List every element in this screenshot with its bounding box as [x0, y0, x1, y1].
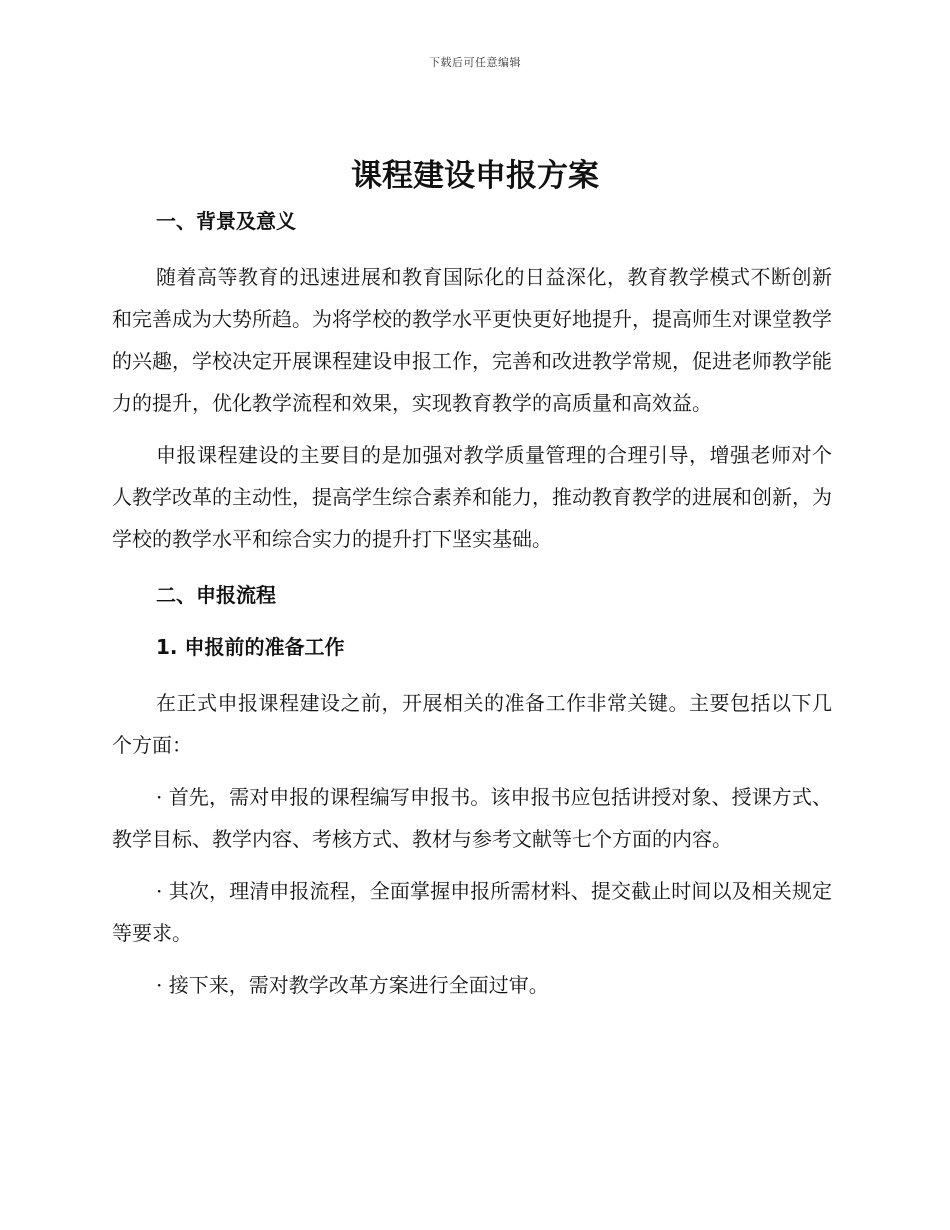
subsection-heading-preparation: 1. 申报前的准备工作: [156, 635, 345, 659]
paragraph-preparation-intro: 在正式申报课程建设之前，开展相关的准备工作非常关键。主要包括以下几个方面：: [112, 691, 832, 757]
list-item-second: · 其次，理清申报流程，全面掌握申报所需材料、提交截止时间以及相关规定等要求。: [112, 879, 832, 945]
header-note: 下载后可任意编辑: [429, 56, 521, 69]
paragraph-background-1: 随着高等教育的迅速进展和教育国际化的日益深化，教育教学模式不断创新和完善成为大势所趋。为将学校的教学水平更快更好地提升，提高师生对课堂教学的兴趣，学校决定开展课程建设申报工作，完善和改进教学常规，促进老师教学能力的提升，优化教学流程和效果，实现教育教学的高质量和高效益。: [112, 265, 832, 415]
section-heading-process: 二、申报流程: [156, 583, 276, 607]
list-item-first: · 首先，需对申报的课程编写申报书。该申报书应包括讲授对象、授课方式、教学目标、教学内容、考核方式、教材与参考文献等七个方面的内容。: [112, 785, 832, 851]
paragraph-background-2: 申报课程建设的主要目的是加强对教学质量管理的合理引导，增强老师对个人教学改革的主动性，提高学生综合素养和能力，推动教育教学的进展和创新，为学校的教学水平和综合实力的提升打下坚实基础。: [112, 443, 832, 551]
list-item-third: · 接下来，需对教学改革方案进行全面过审。: [156, 973, 549, 997]
section-heading-background: 一、背景及意义: [156, 209, 296, 233]
document-body: [112, 204, 832, 1006]
document-title: 课程建设申报方案: [351, 158, 599, 194]
